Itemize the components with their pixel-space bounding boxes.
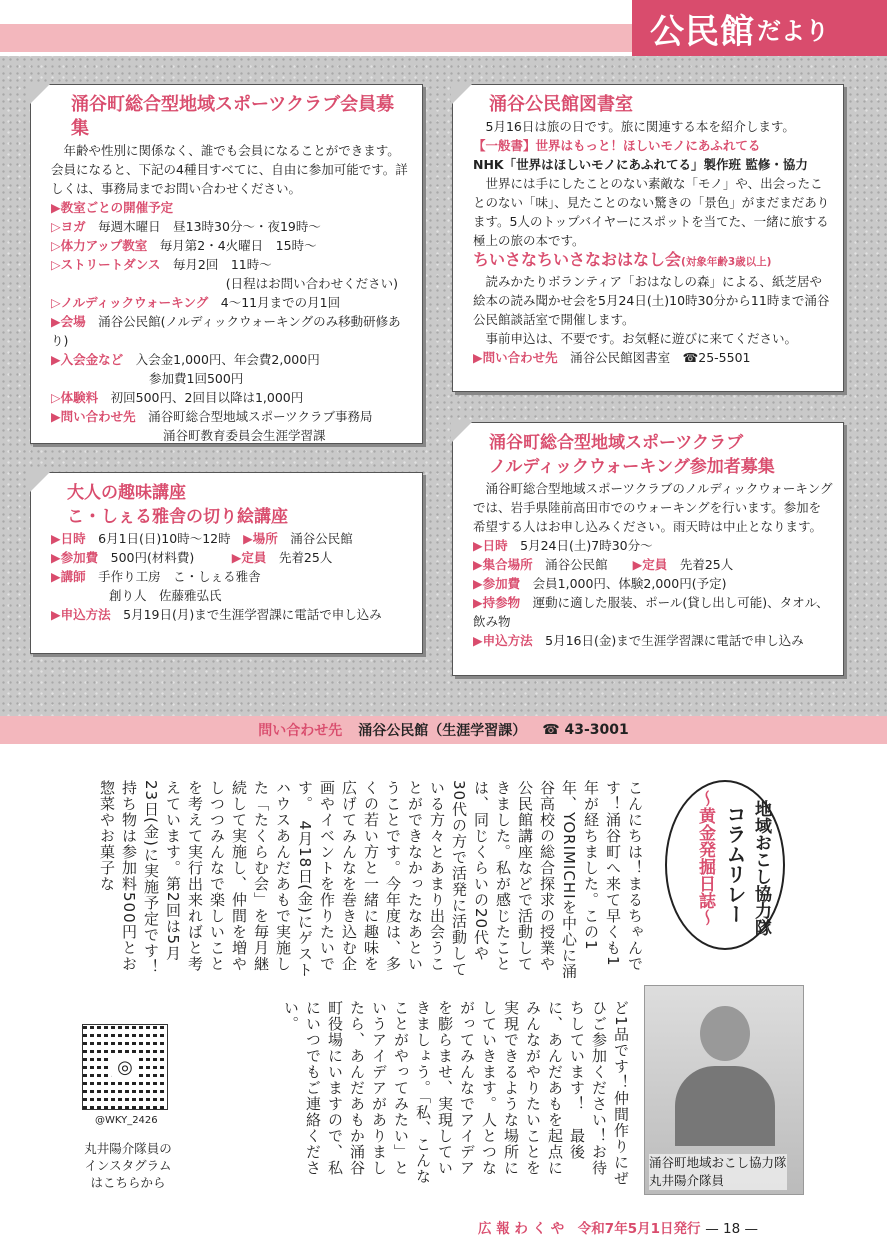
capacity: 先着25人: [679, 557, 734, 572]
nordic-title-2: ノルディックウォーキング参加者募集: [489, 457, 775, 477]
fee: 500円(材料費): [110, 550, 195, 565]
story-target: (対象年齢3歳以上): [681, 256, 772, 268]
class-item: (日程はお問い合わせください): [225, 276, 398, 291]
class-item: ▷ストリートダンス 毎月2回 11時〜: [51, 257, 272, 272]
photo-person-head: [700, 1006, 750, 1061]
apply: 5月19日(月)まで生涯学習課に電話で申し込み: [123, 607, 382, 622]
fee-label: ▶参加費: [473, 576, 521, 591]
contact-bar-phone: ☎ 43-3001: [542, 722, 629, 738]
column-title-2: コラムリレー: [723, 804, 747, 924]
contact-label: ▶問い合わせ先: [51, 409, 136, 424]
trial-fee: 初回500円、2回目以降は1,000円: [110, 390, 304, 405]
bring-items: 運動に適した服装、ポール(貸し出し可能)、タオル、飲み物: [473, 595, 829, 629]
masthead-subtitle: だより: [757, 16, 829, 45]
column-title-badge: [665, 780, 785, 950]
trial-label: ▷体験料: [51, 390, 99, 405]
class-item: ▷ノルディックウォーキング 4〜11月までの月1回: [51, 295, 341, 310]
photo-person-body: [675, 1066, 775, 1146]
book-credit: NHK「世界はほしいモノにあふれてる」製作班 監修・協力: [473, 157, 808, 172]
qr-handle: @WKY_2426: [95, 1115, 158, 1126]
header-band: [0, 24, 640, 52]
notice-title: 涌谷町総合型地域スポーツクラブ会員募集: [71, 94, 395, 139]
nordic-walking-notice: [452, 422, 844, 676]
contact-bar-name: 涌谷公民館（生涯学習課）: [358, 723, 527, 739]
column-text-upper: こんにちは！まるちゃんです！涌谷町へ来て早くも1年が経ちました。この1年、YORIMICHIを中心に涌谷高校の総合探求の授業や公民館講座などで活動してきました。私が感じたことは、同じくらいの20代や30代の方で活発に活動している方々とあまり出会うことができなかったなあということです。今年度は、多くの若い方と一緒に趣味を広げてみんなを巻き込む企画やイベントを作りたいです。 4月18日(金)にゲストハウスあんだあもで実施した「たくらむ会」を毎月継続して実施し、仲間を増やしつつみんなで楽しいことを考えて実行出来ればと考えています。第2回は5月23日(金)に実施予定です！持ち物は参加料500円とお惣菜やお菓子な: [98, 780, 644, 980]
photo-caption: [649, 1154, 787, 1190]
story-description: 読みかたりボランティア「おはなしの森」による、紙芝居や絵本の読み聞かせ会を5月24日(土)10時30分から11時まで涌谷公民館談話室で開催します。: [473, 274, 830, 327]
fee-label: ▶入会金など: [51, 352, 124, 367]
bring-label: ▶持参物: [473, 595, 521, 610]
date: 6月1日(日)10時〜12時: [98, 531, 231, 546]
masthead-title: 公民館: [650, 11, 755, 52]
column-subtitle: 〜黄金発掘日誌〜: [695, 790, 715, 926]
date: 5月24日(土)7時30分〜: [520, 538, 653, 553]
instagram-qr-code[interactable]: [82, 1024, 168, 1110]
hobby-class-notice: [30, 472, 423, 654]
apply-label: ▶申込方法: [51, 607, 111, 622]
fee-label: ▶参加費: [51, 550, 99, 565]
teacher: 手作り工房 こ・しぇる雅舎: [98, 569, 261, 584]
place: 涌谷公民館: [290, 531, 353, 546]
footer: [478, 1217, 758, 1237]
schedule-heading: ▶教室ごとの開催予定: [51, 200, 174, 215]
masthead: [632, 0, 887, 56]
nordic-intro: 涌谷町総合型地域スポーツクラブのノルディックウォーキングでは、岩手県陸前高田市でのウォーキングを行います。参加を希望する人はお申し込みください。雨天時は中止となります。: [473, 481, 833, 534]
photo-caption-1: 涌谷町地域おこし協力隊: [649, 1155, 787, 1170]
photo-caption-2: 丸井陽介隊員: [649, 1173, 725, 1188]
sports-club-notice: [30, 84, 423, 444]
venue: 涌谷公民館(ノルディックウォーキングのみ移動研修あり): [51, 314, 401, 348]
meet-label: ▶集合場所: [473, 557, 533, 572]
column-text-lower: ど1品です！仲間作りにぜひご参加ください！お待ちしています！ 最後に、あんだあもを起点にみんながやりたいことを実現できるような場所にしていきます。人とつながってみんなでアイデアを膨らませ、実現していきましょう。「私、こんなことがやってみたい」というアイデアがありましたら、あんだあもか涌谷町役場にいますので、私にいつでもご連絡ください。: [282, 1000, 630, 1187]
capacity: 先着25人: [278, 550, 333, 565]
notice-intro: 年齢や性別に関係なく、誰でも会員になることができます。会員になると、下記の4種目すべてに、自由に参加可能です。詳しくは、事務局までお問い合わせください。: [51, 143, 408, 196]
book-description: 世界には手にしたことのない素敵な「モノ」や、出会ったことのない「味」、見たことのない驚きの「景色」がまだまだあります。5人のトップバイヤーにスポットを当てた、一緒に旅する極上の旅の本です。: [473, 176, 830, 248]
story-note: 事前申込は、不要です。お気軽に遊びに来てください。: [485, 331, 798, 346]
date-label: ▶日時: [473, 538, 508, 553]
class-item: ▷体力アップ教室 毎月第2・4火曜日 15時〜: [51, 238, 317, 253]
folded-corner: [451, 83, 473, 105]
nordic-title-1: 涌谷町総合型地域スポーツクラブ: [489, 433, 744, 453]
qr-caption: [78, 1140, 178, 1191]
place-label: ▶場所: [243, 531, 278, 546]
capacity-label: ▶定員: [231, 550, 267, 565]
folded-corner: [29, 83, 51, 105]
contact-org: 涌谷町総合型地域スポーツクラブ事務局: [148, 409, 373, 424]
story-title: ちいさなちいさなおはなし会: [473, 250, 682, 269]
fee: 入会金1,000円、年会費2,000円: [135, 352, 320, 367]
qr-caption-1: 丸井陽介隊員の: [84, 1141, 172, 1156]
apply-label: ▶申込方法: [473, 633, 533, 648]
contact-bar: [0, 716, 887, 744]
library-phone: ☎25-5501: [682, 350, 751, 365]
venue-label: ▶会場: [51, 314, 86, 329]
page-number: — 18 —: [705, 1221, 758, 1237]
hobby-title-2: こ・しぇる雅舎の切り絵講座: [67, 507, 288, 527]
hobby-title-1: 大人の趣味講座: [67, 483, 186, 503]
general-book-label: 【一般書】世界はもっと！ほしいモノにあふれてる: [473, 138, 761, 153]
class-list: [51, 217, 412, 312]
date-label: ▶日時: [51, 531, 86, 546]
library-intro: 5月16日は旅の日です。旅に関連する本を紹介します。: [485, 119, 795, 134]
library-contact-label: ▶問い合わせ先: [473, 350, 558, 365]
fee: 会員1,000円、体験2,000円(予定): [532, 576, 727, 591]
column-title-1: 地域おこし協力隊: [751, 800, 771, 936]
instagram-icon: ◎: [111, 1053, 139, 1081]
folded-corner: [451, 421, 473, 443]
library-notice: [452, 84, 844, 392]
library-contact: 涌谷公民館図書室: [570, 350, 671, 365]
class-item: ▷ヨガ 毎週木曜日 昼13時30分〜・夜19時〜: [51, 219, 321, 234]
apply: 5月16日(金)まで生涯学習課に電話で申し込み: [545, 633, 804, 648]
library-title: 涌谷公民館図書室: [489, 94, 633, 115]
publication-info: 広 報 わ く や 令和7年5月1日発行: [478, 1221, 701, 1237]
meet-place: 涌谷公民館: [545, 557, 608, 572]
member-photo: [644, 985, 804, 1195]
contact-org2: 涌谷町教育委員会生涯学習課: [163, 428, 326, 443]
capacity-label: ▶定員: [632, 557, 668, 572]
qr-caption-2: インスタグラム: [84, 1158, 172, 1173]
teacher-label: ▶講師: [51, 569, 86, 584]
contact-bar-label: 問い合わせ先: [258, 723, 343, 739]
folded-corner: [29, 471, 51, 493]
fee-line2: 参加費1回500円: [149, 371, 244, 386]
qr-caption-3: はこちらから: [90, 1175, 166, 1190]
teacher-name: 創り人 佐藤雅弘氏: [109, 588, 222, 603]
